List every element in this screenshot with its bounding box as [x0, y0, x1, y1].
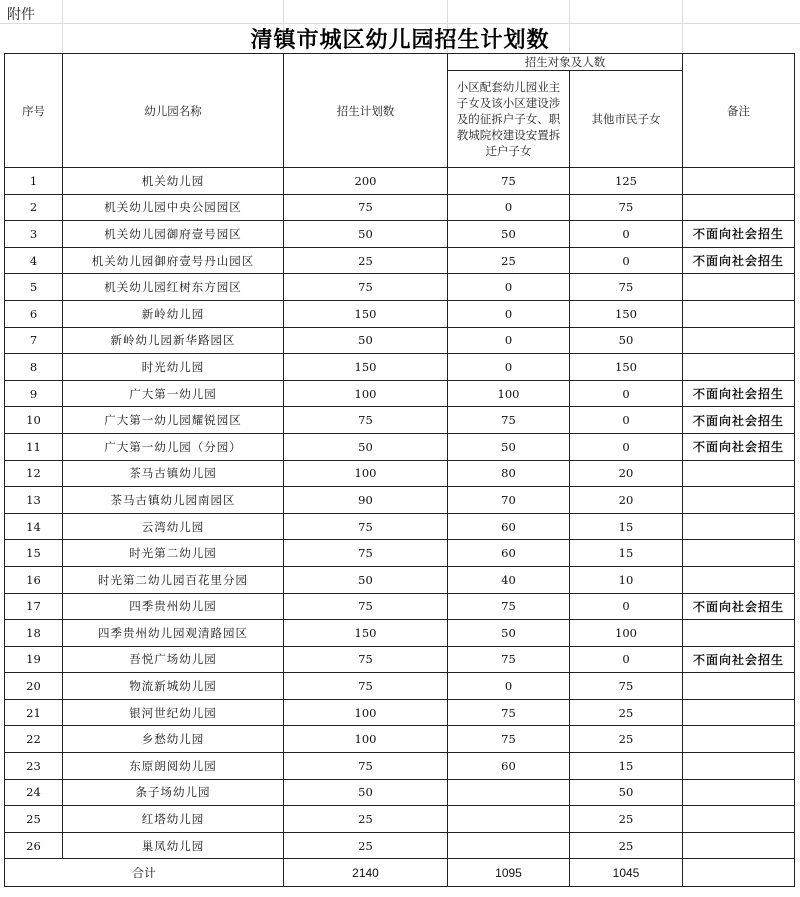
note-cell	[683, 168, 795, 195]
plan-count-cell: 25	[284, 247, 448, 274]
other-citizens-cell: 125	[570, 168, 683, 195]
seq-cell: 2	[5, 194, 63, 221]
seq-cell: 15	[5, 540, 63, 567]
kindergarten-name-cell: 四季贵州幼儿园观清路园区	[63, 620, 284, 647]
note-cell	[683, 327, 795, 354]
kindergarten-name-cell: 机关幼儿园	[63, 168, 284, 195]
plan-count-cell: 100	[284, 699, 448, 726]
other-citizens-cell: 75	[570, 274, 683, 301]
kindergarten-name-cell: 广大第一幼儿园耀锐园区	[63, 407, 284, 434]
seq-cell: 18	[5, 620, 63, 647]
community-children-cell: 75	[448, 407, 570, 434]
plan-count-cell: 75	[284, 593, 448, 620]
plan-count-cell: 100	[284, 460, 448, 487]
other-citizens-cell: 75	[570, 673, 683, 700]
other-citizens-cell: 75	[570, 194, 683, 221]
table-row	[5, 673, 795, 700]
table-row	[5, 168, 795, 195]
table-row	[5, 726, 795, 753]
note-cell: 不面向社会招生	[683, 646, 795, 673]
note-cell	[683, 673, 795, 700]
plan-count-cell: 75	[284, 753, 448, 780]
community-children-cell	[448, 806, 570, 833]
plan-count-cell: 25	[284, 806, 448, 833]
table-row	[5, 380, 795, 407]
plan-count-cell: 75	[284, 540, 448, 567]
header-plan: 招生计划数	[284, 54, 448, 168]
table-row	[5, 354, 795, 381]
other-citizens-cell: 50	[570, 779, 683, 806]
community-children-cell: 75	[448, 593, 570, 620]
note-cell: 不面向社会招生	[683, 433, 795, 460]
note-cell	[683, 566, 795, 593]
community-children-cell: 60	[448, 753, 570, 780]
kindergarten-name-cell: 广大第一幼儿园（分园）	[63, 433, 284, 460]
kindergarten-name-cell: 巢凤幼儿园	[63, 832, 284, 859]
kindergarten-name-cell: 茶马古镇幼儿园南园区	[63, 487, 284, 514]
other-citizens-cell: 15	[570, 753, 683, 780]
seq-cell: 10	[5, 407, 63, 434]
kindergarten-name-cell: 机关幼儿园中央公园园区	[63, 194, 284, 221]
seq-cell: 14	[5, 513, 63, 540]
note-cell: 不面向社会招生	[683, 247, 795, 274]
other-citizens-cell: 0	[570, 247, 683, 274]
kindergarten-name-cell: 机关幼儿园御府壹号丹山园区	[63, 247, 284, 274]
plan-count-cell: 75	[284, 194, 448, 221]
plan-count-cell: 50	[284, 221, 448, 248]
table-row	[5, 407, 795, 434]
kindergarten-name-cell: 时光第二幼儿园百花里分园	[63, 566, 284, 593]
kindergarten-name-cell: 时光幼儿园	[63, 354, 284, 381]
table-row	[5, 460, 795, 487]
kindergarten-name-cell: 茶马古镇幼儿园	[63, 460, 284, 487]
note-cell	[683, 806, 795, 833]
other-citizens-cell: 20	[570, 487, 683, 514]
note-cell	[683, 460, 795, 487]
kindergarten-name-cell: 广大第一幼儿园	[63, 380, 284, 407]
plan-count-cell: 150	[284, 300, 448, 327]
table-row	[5, 646, 795, 673]
total-row	[5, 859, 795, 887]
other-citizens-cell: 0	[570, 380, 683, 407]
community-children-cell: 0	[448, 194, 570, 221]
kindergarten-name-cell: 时光第二幼儿园	[63, 540, 284, 567]
table-row	[5, 593, 795, 620]
other-citizens-cell: 0	[570, 433, 683, 460]
table-row	[5, 433, 795, 460]
seq-cell: 25	[5, 806, 63, 833]
kindergarten-name-cell: 物流新城幼儿园	[63, 673, 284, 700]
note-cell	[683, 726, 795, 753]
plan-count-cell: 50	[284, 779, 448, 806]
kindergarten-name-cell: 乡愁幼儿园	[63, 726, 284, 753]
seq-cell: 11	[5, 433, 63, 460]
note-cell	[683, 620, 795, 647]
table-row	[5, 566, 795, 593]
total-note	[683, 859, 795, 887]
seq-cell: 5	[5, 274, 63, 301]
community-children-cell: 0	[448, 327, 570, 354]
note-cell	[683, 753, 795, 780]
other-citizens-cell: 50	[570, 327, 683, 354]
plan-count-cell: 75	[284, 673, 448, 700]
table-row	[5, 327, 795, 354]
seq-cell: 7	[5, 327, 63, 354]
seq-cell: 13	[5, 487, 63, 514]
note-cell	[683, 779, 795, 806]
community-children-cell: 60	[448, 513, 570, 540]
seq-cell: 17	[5, 593, 63, 620]
plan-count-cell: 100	[284, 726, 448, 753]
plan-count-cell: 50	[284, 566, 448, 593]
seq-cell: 8	[5, 354, 63, 381]
table-row	[5, 699, 795, 726]
community-children-cell: 50	[448, 221, 570, 248]
seq-cell: 1	[5, 168, 63, 195]
note-cell: 不面向社会招生	[683, 221, 795, 248]
table-row	[5, 194, 795, 221]
seq-cell: 26	[5, 832, 63, 859]
other-citizens-cell: 25	[570, 699, 683, 726]
other-citizens-cell: 0	[570, 221, 683, 248]
plan-count-cell: 50	[284, 433, 448, 460]
total-label: 合计	[5, 859, 284, 887]
other-citizens-cell: 25	[570, 832, 683, 859]
seq-cell: 16	[5, 566, 63, 593]
community-children-cell: 25	[448, 247, 570, 274]
table-row	[5, 620, 795, 647]
header-group: 招生对象及人数	[448, 54, 683, 71]
note-cell	[683, 300, 795, 327]
seq-cell: 23	[5, 753, 63, 780]
other-citizens-cell: 25	[570, 806, 683, 833]
table-row	[5, 513, 795, 540]
seq-cell: 20	[5, 673, 63, 700]
community-children-cell: 75	[448, 646, 570, 673]
table-row	[5, 779, 795, 806]
seq-cell: 4	[5, 247, 63, 274]
kindergarten-name-cell: 四季贵州幼儿园	[63, 593, 284, 620]
table-row	[5, 806, 795, 833]
other-citizens-cell: 15	[570, 540, 683, 567]
table-row	[5, 753, 795, 780]
note-cell	[683, 699, 795, 726]
other-citizens-cell: 0	[570, 407, 683, 434]
kindergarten-name-cell: 条子场幼儿园	[63, 779, 284, 806]
kindergarten-name-cell: 机关幼儿园御府壹号园区	[63, 221, 284, 248]
plan-count-cell: 75	[284, 407, 448, 434]
seq-cell: 21	[5, 699, 63, 726]
community-children-cell: 75	[448, 168, 570, 195]
community-children-cell: 0	[448, 300, 570, 327]
kindergarten-name-cell: 东原朗阅幼儿园	[63, 753, 284, 780]
kindergarten-name-cell: 新岭幼儿园	[63, 300, 284, 327]
other-citizens-cell: 150	[570, 354, 683, 381]
seq-cell: 6	[5, 300, 63, 327]
seq-cell: 12	[5, 460, 63, 487]
table-row	[5, 247, 795, 274]
plan-count-cell: 200	[284, 168, 448, 195]
plan-count-cell: 50	[284, 327, 448, 354]
kindergarten-name-cell: 新岭幼儿园新华路园区	[63, 327, 284, 354]
kindergarten-name-cell: 红塔幼儿园	[63, 806, 284, 833]
header-group-a: 小区配套幼儿园业主子女及该小区建设涉及的征拆户子女、职教城院校建设安置拆迁户子女	[448, 71, 570, 168]
table-row	[5, 540, 795, 567]
kindergarten-name-cell: 吾悦广场幼儿园	[63, 646, 284, 673]
seq-cell: 22	[5, 726, 63, 753]
note-cell: 不面向社会招生	[683, 380, 795, 407]
community-children-cell	[448, 779, 570, 806]
other-citizens-cell: 15	[570, 513, 683, 540]
community-children-cell: 70	[448, 487, 570, 514]
plan-count-cell: 75	[284, 274, 448, 301]
community-children-cell: 50	[448, 620, 570, 647]
header-seq: 序号	[5, 54, 63, 168]
plan-count-cell: 90	[284, 487, 448, 514]
note-cell	[683, 513, 795, 540]
seq-cell: 9	[5, 380, 63, 407]
table-row	[5, 832, 795, 859]
other-citizens-cell: 0	[570, 593, 683, 620]
other-citizens-cell: 100	[570, 620, 683, 647]
other-citizens-cell: 150	[570, 300, 683, 327]
note-cell	[683, 194, 795, 221]
header-note: 备注	[683, 54, 795, 168]
community-children-cell: 75	[448, 699, 570, 726]
community-children-cell: 0	[448, 673, 570, 700]
total-other: 1045	[570, 859, 683, 887]
community-children-cell: 0	[448, 354, 570, 381]
other-citizens-cell: 10	[570, 566, 683, 593]
kindergarten-name-cell: 云湾幼儿园	[63, 513, 284, 540]
seq-cell: 24	[5, 779, 63, 806]
header-group-b: 其他市民子女	[570, 71, 683, 168]
table-row	[5, 274, 795, 301]
seq-cell: 3	[5, 221, 63, 248]
header-name: 幼儿园名称	[63, 54, 284, 168]
seq-cell: 19	[5, 646, 63, 673]
table-row	[5, 221, 795, 248]
table-row	[5, 487, 795, 514]
community-children-cell: 60	[448, 540, 570, 567]
enrollment-table	[4, 53, 795, 887]
other-citizens-cell: 20	[570, 460, 683, 487]
community-children-cell: 0	[448, 274, 570, 301]
other-citizens-cell: 0	[570, 646, 683, 673]
total-community: 1095	[448, 859, 570, 887]
note-cell	[683, 832, 795, 859]
community-children-cell	[448, 832, 570, 859]
community-children-cell: 75	[448, 726, 570, 753]
page-title: 清镇市城区幼儿园招生计划数	[250, 27, 550, 53]
attachment-label: 附件	[7, 7, 35, 23]
plan-count-cell: 150	[284, 354, 448, 381]
note-cell	[683, 274, 795, 301]
total-plan: 2140	[284, 859, 448, 887]
note-cell	[683, 540, 795, 567]
plan-count-cell: 150	[284, 620, 448, 647]
community-children-cell: 50	[448, 433, 570, 460]
note-cell: 不面向社会招生	[683, 593, 795, 620]
kindergarten-name-cell: 银河世纪幼儿园	[63, 699, 284, 726]
community-children-cell: 40	[448, 566, 570, 593]
community-children-cell: 100	[448, 380, 570, 407]
note-cell	[683, 487, 795, 514]
table-row	[5, 300, 795, 327]
other-citizens-cell: 25	[570, 726, 683, 753]
plan-count-cell: 100	[284, 380, 448, 407]
note-cell	[683, 354, 795, 381]
plan-count-cell: 75	[284, 646, 448, 673]
kindergarten-name-cell: 机关幼儿园红树东方园区	[63, 274, 284, 301]
plan-count-cell: 25	[284, 832, 448, 859]
community-children-cell: 80	[448, 460, 570, 487]
plan-count-cell: 75	[284, 513, 448, 540]
note-cell: 不面向社会招生	[683, 407, 795, 434]
